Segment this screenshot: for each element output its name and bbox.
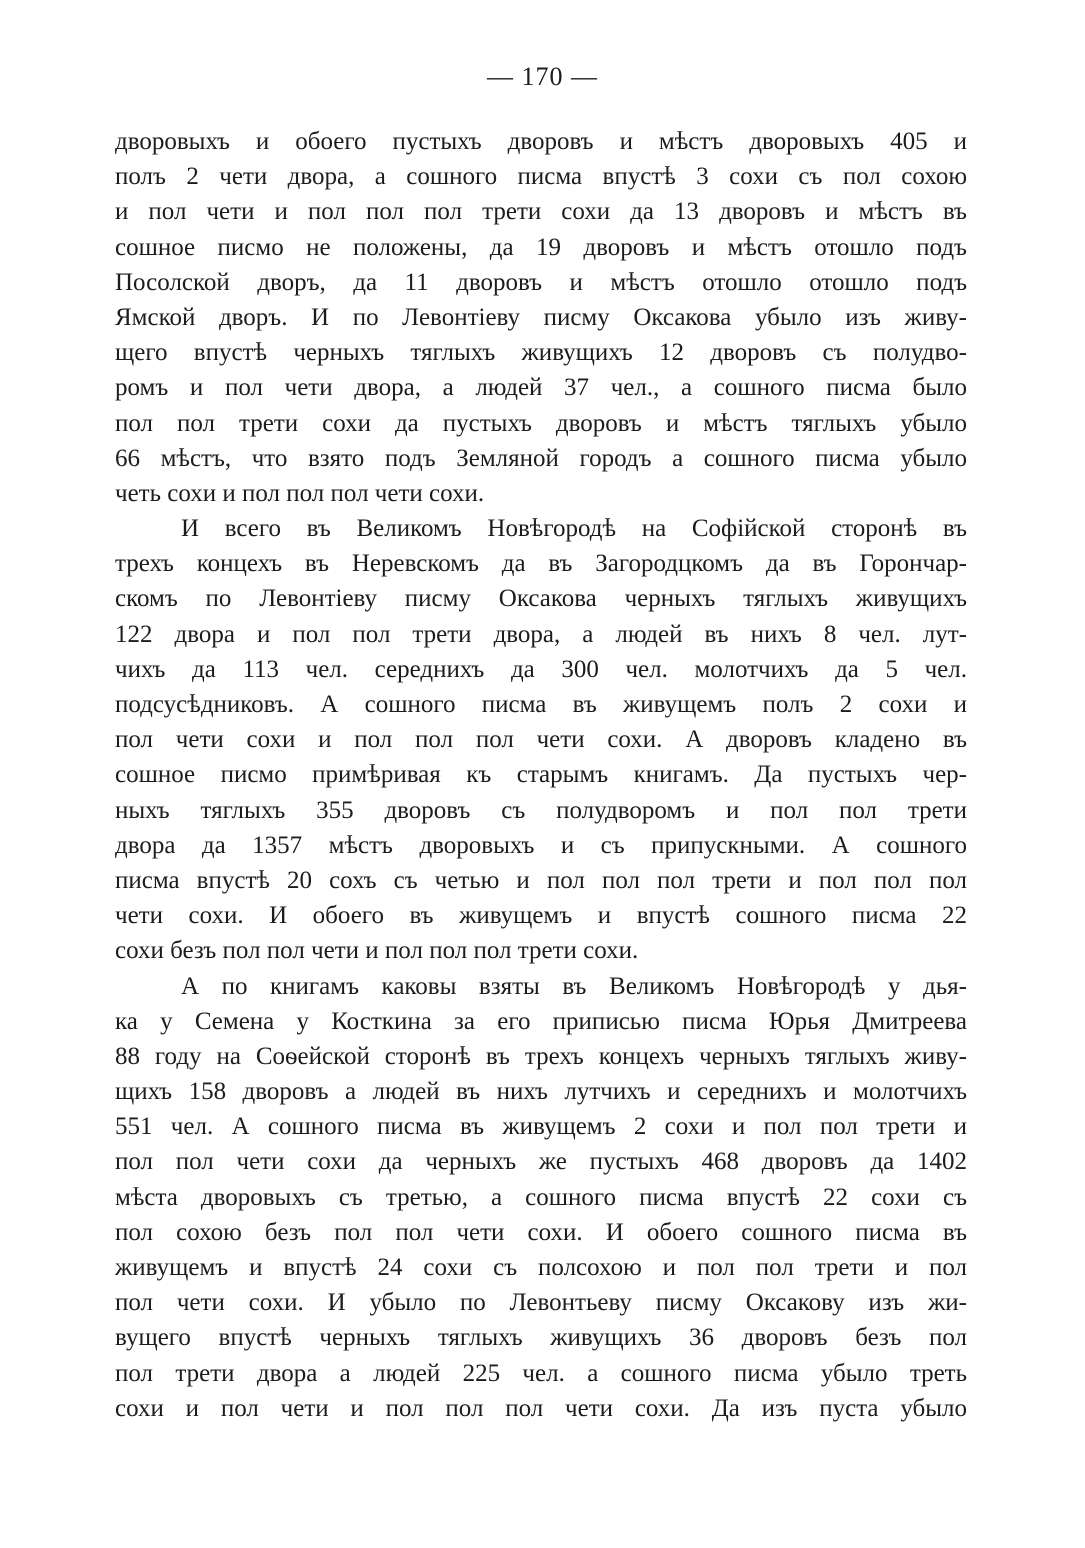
text-line: вущего впустѣ черныхъ тяглыхъ живущихъ 36 дворовъ безъ пол [115,1324,967,1352]
body-text [115,124,967,1426]
text-line: 551 чел. А сошного писма въ живущемъ 2 сохи и пол пол трети и [115,1113,967,1141]
text-line: трехъ концехъ въ Неревскомъ да въ Загородцкомъ да въ Горончар- [115,550,967,578]
text-line: пол чети сохи. И убыло по Левонтьеву писму Оксакову изъ жи- [115,1289,967,1317]
text-line: живущемъ и впустѣ 24 сохи съ полсохою и пол пол трети и пол [115,1254,967,1281]
text-line: пол трети двора а людей 225 чел. а сошного писма убыло треть [115,1359,967,1387]
paragraph [115,969,967,1426]
text-line: щихъ 158 дворовъ а людей въ нихъ лутчихъ и середнихъ и молотчихъ [115,1078,967,1106]
paragraph [115,511,967,968]
text-line: пол пол чети сохи да черныхъ же пустыхъ 468 дворовъ да 1402 [115,1148,967,1176]
text-line: И всего въ Великомъ Новѣгородѣ на Софійской сторонѣ въ [181,515,967,543]
text-line: пол пол трети сохи да пустыхъ дворовъ и мѣстъ тяглыхъ убыло [115,409,967,437]
text-line: Посолской дворъ, да 11 дворовъ и мѣстъ отошло отошло подъ [115,268,967,296]
text-line: 122 двора и пол пол трети двора, а людей въ нихъ 8 чел. лут- [115,620,967,648]
text-line: щего впустѣ черныхъ тяглыхъ живущихъ 12 дворовъ съ полудво- [115,339,967,367]
text-line: двора да 1357 мѣстъ дворовыхъ и съ припускными. А сошного [115,831,967,859]
text-line: полъ 2 чети двора, а сошного писма впустѣ 3 сохи съ пол сохою [115,163,967,191]
text-line: четь сохи и пол пол пол чети сохи. [115,479,485,507]
text-line: пол сохою безъ пол пол чети сохи. И обоего сошного писма въ [115,1218,967,1246]
text-line: мѣста дворовыхъ съ третью, а сошного писма впустѣ 22 сохи съ [115,1183,967,1211]
text-line: сохи безъ пол пол чети и пол пол пол трети сохи. [115,937,639,965]
text-line: сошное писмо примѣривая къ старымъ книгамъ. Да пустыхъ чер- [115,761,967,789]
paragraph [115,124,967,511]
text-line: и пол чети и пол пол пол трети сохи да 13 дворовъ и мѣстъ въ [115,198,967,226]
text-line: пол чети сохи и пол пол пол чети сохи. А дворовъ кладено въ [115,726,967,754]
text-line: сохи и пол чети и пол пол пол чети сохи. Да изъ пуста убыло [115,1394,967,1422]
text-line: 88 году на Соѳейской сторонѣ въ трехъ концехъ черныхъ тяглыхъ живу- [115,1042,967,1070]
text-line: дворовыхъ и обоего пустыхъ дворовъ и мѣстъ дворовыхъ 405 и [115,128,967,155]
text-line: ныхъ тяглыхъ 355 дворовъ съ полудворомъ и пол пол трети [115,796,967,824]
text-line: чихъ да 113 чел. середнихъ да 300 чел. молотчихъ да 5 чел. [115,655,967,683]
text-line: сошное писмо не положены, да 19 дворовъ и мѣстъ отошло подъ [115,233,967,261]
text-line: А по книгамъ каковы взяты въ Великомъ Новѣгородѣ у дья- [181,972,967,1000]
text-line: ромъ и пол чети двора, а людей 37 чел., а сошного писма было [115,374,967,402]
text-line: чети сохи. И обоего въ живущемъ и впустѣ сошного писма 22 [115,902,967,930]
text-line: Ямской дворъ. И по Левонтіеву писму Оксакова убыло изъ живу- [115,303,967,331]
text-line: писма впустѣ 20 сохъ съ четью и пол пол пол трети и пол пол пол [115,866,967,894]
text-line: 66 мѣстъ, что взято подъ Земляной городъ а сошного писма убыло [115,444,967,472]
text-line: скомъ по Левонтіеву писму Оксакова черныхъ тяглыхъ живущихъ [115,585,967,613]
text-line: ка у Семена у Косткина за его приписью писма Юрья Дмитреева [115,1007,967,1035]
page-number: — 170 — [487,62,598,91]
text-line: подсусѣдниковъ. А сошного писма въ живущемъ полъ 2 сохи и [115,691,967,718]
